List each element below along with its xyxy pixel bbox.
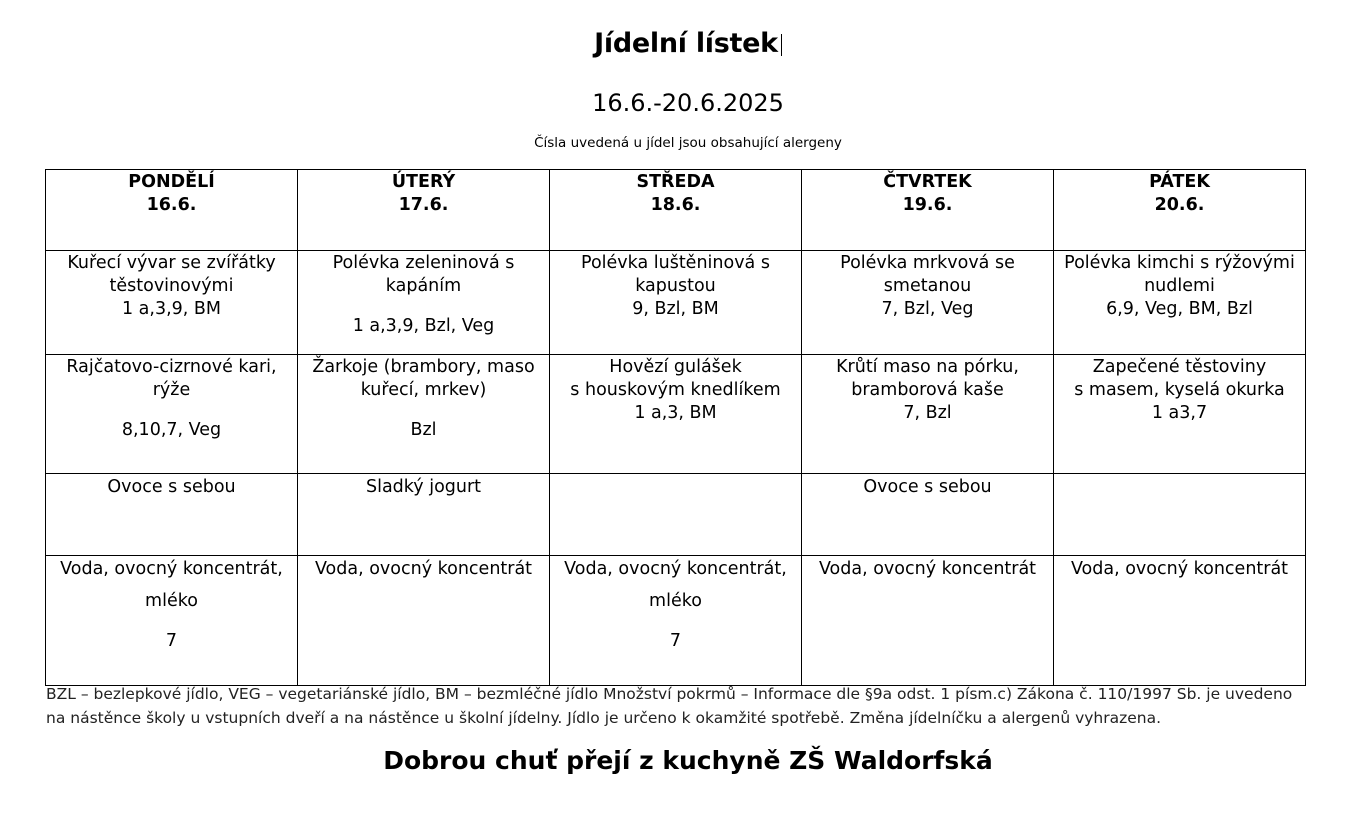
- cell-line: těstovinovými: [109, 276, 234, 296]
- day-header-3: [802, 170, 1054, 251]
- cell-line: Polévka mrkvová se: [840, 253, 1015, 273]
- cell-line: 8,10,7, Veg: [121, 420, 222, 440]
- cell-line: Žarkoje (brambory, maso: [312, 357, 535, 377]
- page-title: [0, 28, 1356, 59]
- extra-cell: [1054, 474, 1306, 556]
- drink-cell: [46, 556, 298, 686]
- cell-line: Rajčatovo-cizrnové kari,: [66, 357, 277, 377]
- cell-line: ČTVRTEK: [883, 172, 972, 192]
- cell-line: Ovoce s sebou: [863, 477, 992, 497]
- drink-cell: [1054, 556, 1306, 686]
- day-header-0: [46, 170, 298, 251]
- cell-line: Polévka zeleninová s: [332, 253, 515, 273]
- cell-line: Sladký jogurt: [365, 477, 482, 497]
- cell-line: Hovězí gulášek: [609, 357, 742, 377]
- cell-line: mléko: [145, 591, 198, 611]
- cell-line: Voda, ovocný koncentrát: [818, 559, 1037, 579]
- cell-line: [50, 402, 293, 419]
- cell-line: Polévka luštěninová s: [581, 253, 770, 273]
- allergen-note: Čísla uvedená u jídel jsou obsahující alergeny: [534, 135, 842, 151]
- cell-line: 1 a3,7: [1151, 403, 1208, 423]
- cell-line: 7: [669, 631, 682, 651]
- extra-cell: [298, 474, 550, 556]
- cell-line: Voda, ovocný koncentrát: [314, 559, 533, 579]
- title-text: Jídelní lístek: [594, 28, 778, 59]
- main-dish-row: [46, 355, 1306, 474]
- main-dish-cell: [550, 355, 802, 474]
- cell-line: 7: [165, 631, 178, 651]
- cell-line: Polévka kimchi s rýžovými: [1064, 253, 1295, 273]
- cell-line: kapustou: [635, 276, 716, 296]
- cell-line: 7, Bzl: [903, 403, 952, 423]
- cell-line: nudlemi: [1144, 276, 1215, 296]
- cell-line: 1 a,3, BM: [634, 403, 717, 423]
- cell-line: 6,9, Veg, BM, Bzl: [1106, 299, 1253, 319]
- soup-cell: [550, 251, 802, 355]
- cell-line: 20.6.: [1154, 195, 1205, 215]
- drink-row: [46, 556, 1306, 686]
- cell-line: Bzl: [410, 420, 437, 440]
- main-dish-cell: [46, 355, 298, 474]
- main-dish-cell: [802, 355, 1054, 474]
- extra-cell: [550, 474, 802, 556]
- cell-line: 7, Bzl, Veg: [881, 299, 974, 319]
- cell-line: Ovoce s sebou: [107, 477, 236, 497]
- soup-row: [46, 251, 1306, 355]
- drink-cell: [550, 556, 802, 686]
- extra-cell: [802, 474, 1054, 556]
- cell-line: Krůtí maso na pórku,: [836, 357, 1019, 377]
- cell-line: [302, 402, 545, 419]
- cell-line: 17.6.: [398, 195, 449, 215]
- soup-cell: [46, 251, 298, 355]
- extra-row: [46, 474, 1306, 556]
- cell-line: Zapečené těstoviny: [1092, 357, 1267, 377]
- main-dish-cell: [1054, 355, 1306, 474]
- closing-wish: Dobrou chuť přejí z kuchyně ZŠ Waldorfská: [383, 746, 993, 775]
- cell-line: s masem, kyselá okurka: [1074, 380, 1285, 400]
- cell-line: kuřecí, mrkev): [360, 380, 487, 400]
- cell-line: PONDĚLÍ: [128, 172, 215, 192]
- cell-line: smetanou: [883, 276, 972, 296]
- cell-line: 19.6.: [902, 195, 953, 215]
- drink-cell: [298, 556, 550, 686]
- menu-table: [45, 169, 1306, 686]
- drink-cell: [802, 556, 1054, 686]
- text-cursor: [781, 34, 782, 56]
- cell-line: 16.6.: [146, 195, 197, 215]
- cell-line: 1 a,3,9, BM: [121, 299, 222, 319]
- main-dish-cell: [298, 355, 550, 474]
- cell-line: STŘEDA: [636, 172, 715, 192]
- week-dates: 16.6.-20.6.2025: [592, 89, 784, 117]
- cell-line: 9, Bzl, BM: [632, 299, 719, 319]
- day-header-row: [46, 170, 1306, 251]
- cell-line: Voda, ovocný koncentrát,: [564, 559, 787, 579]
- soup-cell: [298, 251, 550, 355]
- cell-line: Voda, ovocný koncentrát: [1070, 559, 1289, 579]
- cell-line: s houskovým knedlíkem: [570, 380, 781, 400]
- soup-cell: [802, 251, 1054, 355]
- cell-line: ÚTERÝ: [391, 172, 456, 192]
- cell-line: 18.6.: [650, 195, 701, 215]
- cell-line: kapáním: [385, 276, 462, 296]
- day-header-2: [550, 170, 802, 251]
- day-header-1: [298, 170, 550, 251]
- footer-legend: BZL – bezlepkové jídlo, VEG – vegetariánské jídlo, BM – bezmléčné jídlo Množství pokrmů – Informace dle §9a odst. 1 písm.c) Zákona č. 110/1997 Sb. je uvedeno na nástěnce školy u vstupních dveří a na nástěnce u školní jídelny. Jídlo je určeno k okamžité spotřebě. Změna jídelníčku a alergenů vyhrazena.: [46, 685, 1293, 727]
- cell-line: rýže: [152, 380, 191, 400]
- soup-cell: [1054, 251, 1306, 355]
- extra-cell: [46, 474, 298, 556]
- cell-line: Kuřecí vývar se zvířátky: [67, 253, 276, 273]
- cell-line: bramborová kaše: [851, 380, 1004, 400]
- cell-line: 1 a,3,9, Bzl, Veg: [352, 316, 495, 336]
- cell-line: [302, 298, 545, 315]
- cell-line: PÁTEK: [1149, 172, 1210, 192]
- cell-line: Voda, ovocný koncentrát,: [60, 559, 283, 579]
- cell-line: mléko: [649, 591, 702, 611]
- day-header-4: [1054, 170, 1306, 251]
